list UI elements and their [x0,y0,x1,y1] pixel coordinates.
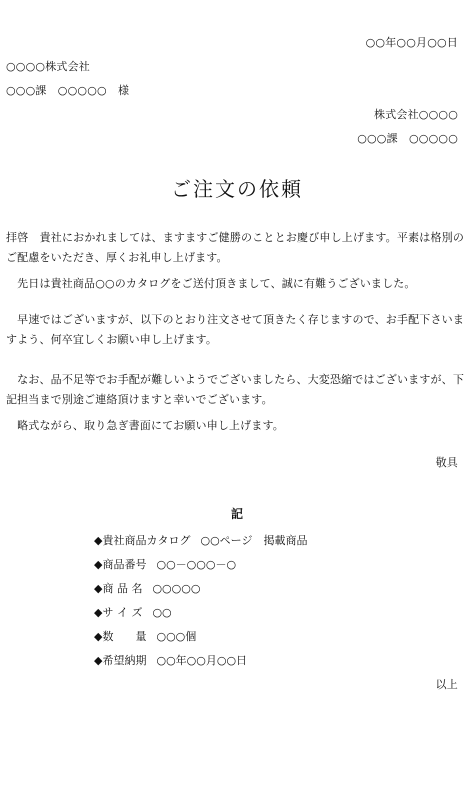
letter-date: ○○年○○月○○日 [365,36,458,49]
order-item [94,630,196,644]
recipient-company: ○○○○株式会社 [6,60,90,73]
order-item-value: ○○－○○○－○ [156,558,237,571]
order-item-label: ◆商品番号 [94,558,147,571]
order-item-label: ◆サ イ ズ [94,606,143,619]
order-item-value: ○○ [152,606,172,619]
sender-dept-person: ○○○課 ○○○○○ [357,132,458,145]
document-title: ご注文の依頼 [171,177,303,201]
paragraph-greeting: 拝啓 貴社におかれましては、ますますご健勝のこととお慶び申し上げます。平素は格別のご配慮をいただき、厚くお礼申し上げます。 [6,231,464,264]
order-item-label: ◆希望納期 [94,654,147,667]
order-item-value: ○○○個 [156,630,197,643]
order-item-value: ○○○○○ [152,582,201,595]
order-item [94,654,247,668]
sender-company: 株式会社○○○○ [374,108,458,121]
paragraph-thanks: 先日は貴社商品○○のカタログをご送付頂きまして、誠に有難うございました。 [6,277,416,290]
order-item-value: ○○年○○月○○日 [156,654,248,667]
order-item [94,558,236,572]
end-ijou: 以上 [435,678,458,691]
order-item-label: ◆商 品 名 [94,582,143,595]
order-item-value: ○○ページ 掲載商品 [200,534,308,547]
recipient-dept-person: ○○○課 ○○○○○ 様 [6,84,130,97]
order-item-label: ◆数 量 [94,630,147,643]
paragraph-order-request: 早速ではございますが、以下のとおり注文させて頂きたく存じますので、お手配下さいますよう、何卒宜しくお願い申し上げます。 [6,313,464,346]
ki-heading: 記 [230,507,243,521]
order-item [94,534,307,548]
order-item [94,582,200,596]
closing-keigu: 敬具 [435,456,458,469]
paragraph-closing-note: 略式ながら、取り急ぎ書面にてお願い申し上げます。 [6,419,284,432]
paragraph-shortage-note: なお、品不足等でお手配が難しいようでございましたら、大変恐縮ではございますが、下記担当まで別途ご連絡頂けますと幸いでございます。 [6,373,464,406]
order-item [94,606,172,620]
order-item-label: ◆貴社商品カタログ [94,534,191,547]
